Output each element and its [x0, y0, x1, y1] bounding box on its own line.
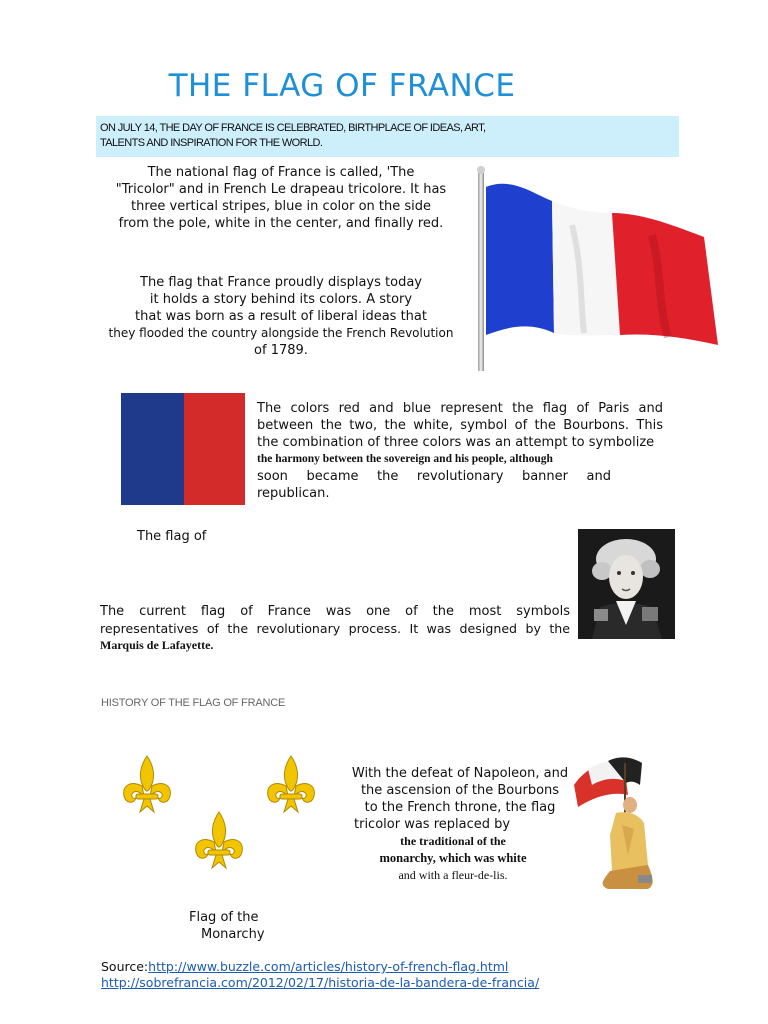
paragraph-story — [96, 274, 466, 359]
paragraph-lafayette — [100, 603, 570, 654]
fleur-de-lis-icon — [268, 756, 315, 812]
para5-line-4: tricolor was replaced by — [354, 817, 511, 832]
para1-line-1: The national flag of France is called, 'The — [147, 165, 415, 180]
para5-line-7: and with a fleur-de-lis. — [398, 868, 508, 882]
page-title: THE FLAG OF FRANCE — [168, 68, 516, 104]
para5-line-6: monarchy, which was white — [379, 851, 527, 865]
source-label: Source: — [101, 959, 149, 974]
para3-line-6: republican. — [257, 486, 330, 501]
flag-white-stripe — [552, 201, 620, 336]
para2-line-4: they flooded the country alongside the French Revolution — [108, 326, 454, 340]
para4-line-2: representatives of the revolutionary process. It was designed by the — [100, 621, 570, 636]
para3-line-3: the combination of three colors was an attempt to symbolize — [257, 435, 655, 450]
paris-flag-blue — [121, 393, 184, 505]
para1-line-2: "Tricolor" and in French Le drapeau tricolore. It has — [115, 182, 447, 197]
para2-line-3: that was born as a result of liberal ideas that — [135, 309, 427, 324]
para2-line-2: it holds a story behind its colors. A story — [149, 292, 413, 307]
para4-line-1: The current flag of France was one of the most symbols — [100, 604, 570, 619]
paragraph-colors — [257, 400, 663, 502]
fleur-de-lis-icon — [196, 812, 243, 868]
paris-flag-caption: The flag of — [137, 529, 207, 544]
monarchy-caption — [180, 909, 290, 943]
para5-line-5: the traditional of the — [400, 834, 506, 848]
paragraph-monarchy — [340, 765, 580, 884]
para5-line-2: the ascension of the Bourbons — [360, 783, 560, 798]
source-block — [101, 959, 721, 991]
banner-line-1: ON JULY 14, THE DAY OF FRANCE IS CELEBRATED, BIRTHPLACE OF IDEAS, ART, — [100, 122, 486, 134]
para2-line-5: of 1789. — [254, 343, 308, 358]
intro-banner — [96, 116, 679, 157]
para4-line-3: Marquis de Lafayette. — [100, 638, 214, 652]
para5-line-1: With the defeat of Napoleon, and — [351, 766, 569, 781]
banner-line-2: TALENTS AND INSPIRATION FOR THE WORLD. — [100, 137, 323, 149]
lafayette-portrait — [578, 529, 675, 639]
para5-line-3: to the French throne, the flag — [364, 800, 556, 815]
liberty-painting-image — [568, 755, 668, 895]
para3-line-4: the harmony between the sovereign and his people, although — [257, 453, 553, 465]
pole-finial — [477, 166, 485, 174]
para3-line-2: between the two, the white, symbol of the Bourbons. This — [257, 418, 663, 433]
source-link-sobrefrancia[interactable]: http://sobrefrancia.com/2012/02/17/historia-de-la-bandera-de-francia/ — [101, 975, 540, 990]
para3-line-1: The colors red and blue represent the flag of Paris and — [257, 401, 663, 416]
para3-line-5: soon became the revolutionary banner and — [257, 469, 611, 484]
para1-line-4: from the pole, white in the center, and finally red. — [118, 216, 444, 231]
monarchy-flag-image — [118, 752, 328, 872]
flag-pole — [478, 169, 484, 371]
paragraph-national-flag — [96, 164, 466, 232]
monarchy-caption-line-1: Flag of the — [189, 910, 259, 925]
paris-flag-red — [184, 393, 245, 505]
fleur-de-lis-icon — [124, 756, 171, 812]
para1-line-3: three vertical stripes, blue in color on the side — [130, 199, 432, 214]
french-flag-image — [472, 165, 722, 373]
paris-flag-image — [121, 393, 245, 505]
history-heading: HISTORY OF THE FLAG OF FRANCE — [101, 697, 286, 709]
monarchy-caption-line-2: Monarchy — [201, 927, 265, 942]
flag-blue-stripe — [486, 184, 554, 335]
source-link-buzzle[interactable]: http://www.buzzle.com/articles/history-of-french-flag.html — [148, 959, 509, 974]
para2-line-1: The flag that France proudly displays today — [140, 275, 422, 290]
